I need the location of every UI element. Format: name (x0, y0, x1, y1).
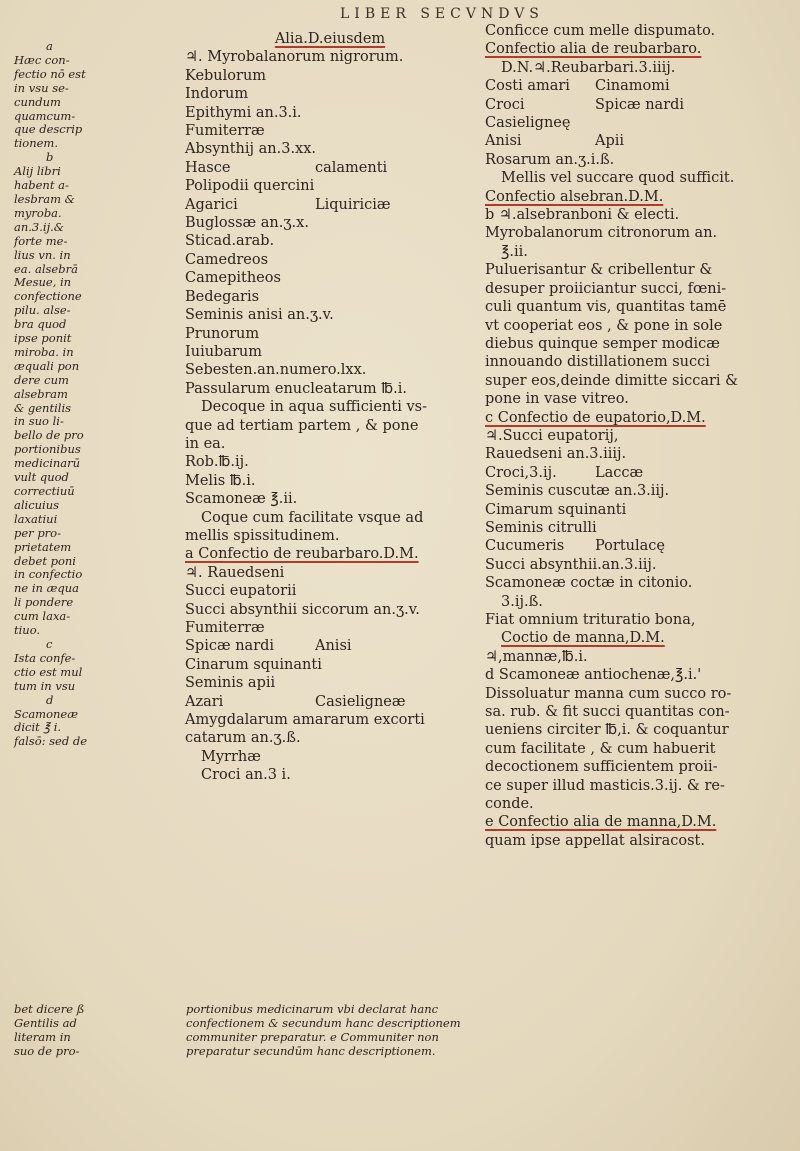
text-line: ♃. Myrobalanorum nigrorum. (185, 49, 404, 66)
text-line: diebus quinque semper modicæ (485, 335, 720, 352)
text-line: cum facilitate , & cum habuerit (485, 740, 716, 757)
margin-note-line: in suo li- (14, 414, 64, 429)
text-line: Croci an.3 i. (201, 767, 291, 784)
text-line-pair (185, 693, 475, 711)
text-line-pair-item: Azari (185, 693, 224, 710)
left-column (185, 30, 475, 785)
text-line-pair (485, 464, 785, 482)
text-line: Succi eupatorii (185, 583, 297, 600)
margin-note-line: lius vn. in (14, 247, 71, 262)
text-line-pair-item: Apii (595, 133, 625, 150)
note-letter: c (46, 636, 53, 651)
text-line: Casieligneę (485, 115, 571, 132)
text-line: pone in vase vitreo. (485, 391, 629, 408)
margin-note-line: pilu. alse- (14, 303, 71, 318)
bottom-note-line (14, 1017, 734, 1031)
text-line: in ea. (185, 435, 226, 452)
bottom-note-right: confectionem & secundum hanc descriptionem (186, 1015, 461, 1030)
text-line: Rauedseni an.3.iiij. (485, 446, 627, 463)
bottom-note-right: portionibus medicinarum vbi declarat hanc (186, 1002, 439, 1016)
text-line: D.N.♃.Reubarbari.3.iiij. (501, 59, 676, 76)
text-line: ce super illud masticis.3.ij. & re- (485, 777, 725, 794)
text-line: Decoque in aqua sufficienti vs- (201, 399, 427, 416)
text-line-pair (485, 537, 785, 555)
text-line: innouando distillationem succi (485, 354, 710, 371)
rubric-heading: a Confectio de reubarbaro.D.M. (185, 546, 419, 563)
text-line: conde. (485, 796, 534, 813)
text-line: b ♃.alsebranboni & electi. (485, 207, 680, 224)
text-line: decoctionem sufficientem proii- (485, 759, 718, 776)
text-line-pair-item: Anisi (315, 638, 352, 655)
text-line: que ad tertiam partem , & pone (185, 417, 419, 434)
margin-note-line: medicinarū (14, 456, 81, 471)
text-line: Seminis citrulli (485, 519, 597, 536)
bottom-note-left: Gentilis ad (14, 1015, 77, 1030)
margin-note-line: confectione (14, 289, 82, 304)
bottom-note-left: literam in (14, 1029, 71, 1044)
margin-note-line: alsebram (14, 386, 68, 401)
text-line: Indorum (185, 86, 249, 103)
bottom-note-line (14, 1031, 734, 1045)
text-line: Seminis anisi an.ʒ.v. (185, 307, 334, 324)
rubric-heading: Alia.D.eiusdem (274, 31, 386, 47)
text-line: ♃.Succi eupatorij, (485, 427, 619, 444)
text-line-pair-item: Croci,3.ij. (485, 464, 557, 481)
text-line: ueniens circiter ℔,i. & coquantur (485, 722, 729, 739)
margin-note-line: Scamoneæ (14, 706, 79, 721)
margin-note-line: quamcum- (14, 108, 76, 123)
margin-note-line: lesbram & (14, 191, 75, 206)
margin-note-line: ctio est mul (14, 664, 83, 679)
margin-note-line: in vsu se- (14, 80, 69, 95)
text-line-pair-item: Portulacę (595, 538, 665, 555)
text-line: Kebulorum (185, 67, 267, 84)
text-line: Iuiubarum (185, 343, 262, 360)
text-line: Conficce cum melle dispumato. (485, 23, 716, 39)
text-line: Prunorum (185, 325, 260, 342)
text-line: Amygdalarum amararum excorti (185, 712, 425, 729)
text-line: Fiat omnium trituratio bona, (485, 612, 696, 628)
rubric-heading: Confectio alia de reubarbaro. (485, 41, 702, 58)
margin-note-line: bra quod (14, 317, 67, 332)
text-line: catarum an.ʒ.ß. (185, 730, 301, 747)
text-line: Epithymi an.3.i. (185, 104, 302, 121)
text-line-pair-item: Casieligneæ (315, 693, 406, 710)
text-line: Rosarum an.ʒ.i.ß. (485, 151, 615, 168)
text-line: Camedreos (185, 251, 269, 268)
margin-note-line: æquali pon (14, 358, 80, 373)
text-line: Myrobalanorum citronorum an. (485, 225, 718, 242)
margin-note-line: correctiuū (14, 484, 75, 498)
text-line: Rob.℔.ij. (185, 454, 249, 471)
text-line-pair-item: Cinamomi (595, 78, 670, 95)
text-line: Buglossæ an.ʒ.x. (185, 215, 309, 232)
text-line: Mellis vel succare quod sufficit. (501, 170, 735, 187)
margin-note-line: Hæc con- (14, 52, 70, 67)
margin-note-line: debet poni (14, 553, 76, 568)
margin-note-line: cum laxa- (14, 609, 71, 624)
margin-note-line: Ista confe- (14, 650, 76, 665)
margin-note-line: laxatiui (14, 511, 58, 526)
text-line: Bedegaris (185, 288, 260, 305)
margin-note-line: an.3.ij.& (14, 219, 65, 234)
bottom-note-right: communiter preparatur. e Communiter non (186, 1029, 439, 1044)
text-line: Fumiterræ (185, 620, 265, 636)
text-line: Sebesten.an.numero.lxx. (185, 362, 367, 379)
margin-note-line: miroba. in (14, 344, 74, 359)
text-line: Coque cum facilitate vsque ad (201, 509, 424, 526)
text-line: Camepitheos (185, 270, 281, 287)
margin-note-line: prietatem (14, 539, 72, 554)
margin-note-line: & gentilis (14, 400, 72, 415)
margin-note-line: per pro- (14, 525, 61, 540)
text-line: d Scamoneæ antiochenæ,℥.i.' (485, 667, 702, 684)
note-letter: d (46, 692, 54, 707)
text-line-pair-item: Costi amari (485, 78, 570, 95)
text-line: Sticad.arab. (185, 233, 275, 250)
text-line: Scamoneæ coctæ in citonio. (485, 575, 693, 592)
right-column (485, 22, 785, 850)
margin-note-line: dicit ℥ i. (14, 720, 62, 735)
text-line: Passularum enucleatarum ℔.i. (185, 380, 407, 397)
text-line: Cimarum squinanti (485, 501, 627, 518)
margin-note-line: li pondere (14, 595, 74, 610)
margin-note-line: tiuo. (14, 623, 41, 638)
margin-note-line: alicuius (14, 497, 60, 512)
text-line: Seminis cuscutæ an.3.iij. (485, 483, 670, 500)
text-line-pair-item: Hasce (185, 159, 231, 176)
text-line: Cinarum squinanti (185, 656, 322, 673)
margin-notes (14, 40, 182, 749)
margin-note-line: myroba. (14, 205, 62, 220)
margin-note-line: Mesue, in (14, 275, 72, 290)
bottom-note-line (14, 1045, 734, 1059)
margin-note-line: habent a- (14, 178, 69, 193)
note-letter: b (46, 150, 54, 165)
rubric-heading: Confectio alsebran.D.M. (485, 188, 664, 205)
text-line-pair-item: Anisi (485, 133, 522, 150)
margin-note-line: portionibus (14, 442, 81, 457)
text-line: ♃,mannæ,℔.i. (485, 648, 588, 665)
text-line: Succi absynthii siccorum an.ʒ.v. (185, 601, 420, 618)
text-line: Dissoluatur manna cum succo ro- (485, 685, 732, 702)
text-line-pair-item: Croci (485, 96, 525, 113)
text-line: quam ipse appellat alsiracost. (485, 832, 705, 849)
bottom-note-left: bet dicere ß (14, 1002, 85, 1016)
text-line: 3.ij.ß. (501, 593, 543, 610)
margin-note-line: bello de pro (14, 428, 84, 443)
text-line: Myrrhæ (201, 748, 261, 765)
note-letter: a (46, 39, 53, 53)
text-line-pair (185, 637, 475, 655)
text-line-pair-item: Laccæ (595, 464, 644, 481)
bottom-note-right: preparatur secundūm hanc descriptionem. (186, 1043, 436, 1058)
rubric-heading: e Confectio alia de manna,D.M. (485, 814, 717, 831)
margin-note-line: vult quod (14, 470, 69, 485)
text-line-pair-item: Spicæ nardi (185, 638, 275, 655)
text-line: culi quantum vis, quantitas tamē (485, 299, 727, 316)
text-line: Melis ℔.i. (185, 472, 256, 489)
text-line-pair (485, 77, 785, 95)
margin-note-line: fectio nō est (14, 66, 86, 81)
text-line-pair (485, 96, 785, 114)
margin-note-line: in confectio (14, 567, 83, 582)
text-line-pair (485, 132, 785, 150)
text-line: Scamoneæ ℥.ii. (185, 491, 298, 508)
bottom-note-left: suo de pro- (14, 1043, 80, 1058)
text-line: vt cooperiat eos , & pone in sole (485, 317, 723, 334)
text-line-pair-item: Liquiriciæ (315, 196, 391, 213)
margin-note-line: forte me- (14, 233, 68, 248)
margin-note-line: Alij libri (14, 164, 61, 179)
margin-note-line: ipse ponit (14, 331, 72, 346)
text-line-pair-item: Spicæ nardi (595, 96, 685, 113)
margin-note-line: cundum (14, 94, 61, 109)
text-line-pair-item: calamenti (315, 159, 388, 176)
rubric-heading: c Confectio de eupatorio,D.M. (485, 409, 706, 426)
text-line-pair (185, 159, 475, 177)
text-line: sa. rub. & fit succi quantitas con- (485, 704, 730, 721)
text-line: Fumiterræ (185, 123, 265, 140)
margin-note-line: tionem. (14, 136, 58, 151)
text-line: Seminis apii (185, 675, 276, 692)
text-line-pair-item: Cucumeris (485, 538, 565, 555)
margin-note-line: ne in æqua (14, 581, 80, 596)
running-header: LIBER SECVNDVS (340, 6, 544, 22)
text-line: Succi absynthii.an.3.iij. (485, 556, 657, 573)
rubric-heading: Coctio de manna,D.M. (501, 630, 665, 647)
text-line: ℥.ii. (501, 243, 528, 260)
text-line-pair (185, 196, 475, 214)
text-line: Absynthij an.3.xx. (185, 141, 317, 158)
margin-note-line: que descrip (14, 122, 83, 137)
text-line: ♃. Rauedseni (185, 564, 285, 581)
text-line: Polipodii quercini (185, 178, 315, 195)
text-line: mellis spissitudinem. (185, 527, 340, 544)
margin-note-line: tum in vsu (14, 678, 76, 693)
bottom-margin-note (14, 1003, 734, 1059)
text-line-pair-item: Agarici (185, 196, 238, 213)
text-line: desuper proiiciantur succi, fœni- (485, 280, 727, 297)
margin-note-line: ea. alsebrā (14, 261, 78, 276)
text-line: Puluerisantur & cribellentur & (485, 262, 713, 279)
text-line: super eos,deinde dimitte siccari & (485, 372, 739, 389)
margin-note-line: dere cum (14, 372, 69, 387)
bottom-note-line (14, 1003, 734, 1017)
margin-note-line: falsō: sed de (14, 734, 88, 749)
